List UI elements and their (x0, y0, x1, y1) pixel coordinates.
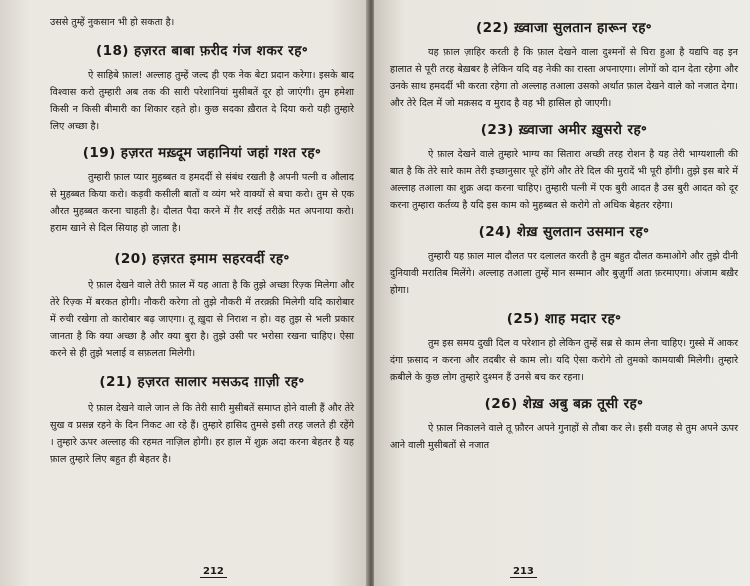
section-text-21: ऐ फ़ाल देखने वाले जान ले कि तेरी सारी मुसीबतें समाप्त होने वाली हैं और तेरे सुख व प्रसन्न रहने के दिन निकट आ रहे हैं। तुम्हारे हासिद तुमसे इसी तरह जलते ही रहेंगे । तुम्हारे ऊपर अल्लाह की रहमत नाज़िल होगी। हर हाल में शुक्र अदा करना बेहतर है यह फ़ाल तुम्हारे लिए बहुत ही बेहतर है। (50, 403, 354, 465)
section-text-18: ऐ साहिबे फ़ाल! अल्लाह तुम्हें जल्द ही एक नेक बेटा प्रदान करेगा। इसके बाद विश्वास करो तुम्हारी अब तक की सारी परेशानियां मुसीबतें दूर हो जाएंगी। तुम हमेशा किसी न किसी बीमारी का शिकार रहते हो। कुछ सदका ख़ैरात दे दिया करो यही तुम्हारे लिए अच्छा है। (50, 70, 354, 132)
section-text-23: ऐ फ़ाल देखने वाले तुम्हारे भाग्य का सितारा अच्छी तरह रोशन है यह तेरी भाग्यशाली की बात है कि तेरे सारे काम तेरी इच्छानुसार पूरे होंगे और तेरे दिल की मुरादें भी पूरी होंगी। तुझे इस बारे में अल्लाह तआला का शुक्र अदा करना चाहिए। तुम्हारी पत्नी में एक बुरी आदत है उस बुरी आदत को दूर करना तुम्हारा कर्तव्य है यदि इस काम को मुहब्बत से करोगे तो अधिक बेहतर रहेगा। (390, 149, 738, 211)
section-text-24: तुम्हारी यह फ़ाल माल दौलत पर दलालत करती है तुम बहुत दौलत कमाओगे और तुझे दीनी दुनियावी मरातिब मिलेंगे। अल्लाह तआला तुम्हें मान सम्मान और बुज़ुर्गी अता फ़रमाएगा। अंजाम बख़ैर होगा। (390, 251, 738, 296)
section-text-19: तुम्हारी फ़ाल प्यार मुहब्बत व हमदर्दी से संबंध रखती है अपनी पत्नी व औलाद से मुहब्बत किया करो। कड़वी कसीली बातों व व्यंग भरे वाक्यों से बचा करो। तुम से एक औरत मुहब्बत करना चाहती है। दौलत पैदा करने में ग़ैर शरई तरीक़े मत अपनाया करो। हराम खाने से दिल सियाह हो जाता है। (50, 172, 354, 234)
page-number-left-text: 212 (200, 566, 227, 578)
section-text-26: ऐ फ़ाल निकालने वाले तू फ़ौरन अपने गुनाहों से तौबा कर ले। इसी वजह से तुम अपने ऊपर आने वाली मुसीबतों से नजात (390, 423, 738, 451)
page-number-right (510, 566, 537, 578)
continuation-text: उससे तुम्हें नुकसान भी हो सकता है। (50, 17, 175, 28)
section-heading-25: (25) शाह मदार रह॰ (506, 311, 622, 327)
section-heading-19: (19) हज़रत मख़्दूम जहानियां जहां गश्त रह॰ (82, 145, 322, 161)
section-heading-21: (21) हज़रत सालार मसऊद ग़ाज़ी रह॰ (99, 374, 305, 390)
section-heading-18: (18) हज़रत बाबा फ़रीद गंज शकर रह॰ (95, 43, 309, 59)
right-page (374, 0, 750, 586)
page-number-right-text: 213 (510, 566, 537, 578)
section-heading-26: (26) शेख़ अबु बक्र तूसी रह॰ (484, 396, 644, 412)
section-heading-23: (23) ख़्वाजा अमीर ख़ुसरो रह॰ (480, 122, 648, 138)
section-text-25: तुम इस समय दुखी दिल व परेशान हो लेकिन तुम्हें सब्र से काम लेना चाहिए। गुस्से में आकर दंगा फ़साद न करना और तदबीर से काम लो। यदि ऐसा करोगे तो तुमको कामयाबी मिलेगी। तुम्हारे क़बीले के कुछ लोग तुम्हारे दुश्मन हैं उनसे बच कर रहना। (390, 338, 738, 383)
section-heading-20: (20) हज़रत इमाम सहरवर्दी रह॰ (114, 251, 290, 267)
page-number-left (200, 566, 227, 578)
section-text-22: यह फ़ाल ज़ाहिर करती है कि फ़ाल देखने वाला दुश्मनों से घिरा हुआ है यद्यपि वह इन हालात से पूरी तरह बेख़बर है लेकिन यदि वह नेकी का रास्ता अपनाएगा। लोगों को दान देता रहेगा और उनके साथ हमदर्दी भी करता रहेगा तो अल्लाह तआला उसको अर्थात फ़ाल देखने वाले को नजात देगा। और तेरे दिल में जो मक़सद व मुराद है वह भी हासिल हो जाएगी। (390, 47, 738, 109)
left-page (0, 0, 368, 586)
section-heading-22: (22) ख़्वाजा सुलतान हारून रह॰ (476, 20, 652, 36)
section-text-20: ऐ फ़ाल देखने वाले तेरी फ़ाल में यह आता है कि तुझे अच्छा रिज़्क मिलेगा और तेरे रिज़्क में बरकत होगी। नौकरी करेगा तो तुझे नौकरी में तरक़्क़ी मिलेगी यदि कारोबार में रुची रखेगा तो कारोबार बढ़ जाएगा। तू ख़ुदा से निराश न हो। वह तुझ से भली प्रकार जानता है कि क्या अच्छा है और क्या बुरा है। तुझे उसी पर भरोसा रखना चाहिए। ऐसा करने से ही तुझे भलाई व सफ़लता मिलेगी। (50, 280, 354, 359)
section-heading-24: (24) शेख़ सुलतान उसमान रह॰ (478, 224, 650, 240)
